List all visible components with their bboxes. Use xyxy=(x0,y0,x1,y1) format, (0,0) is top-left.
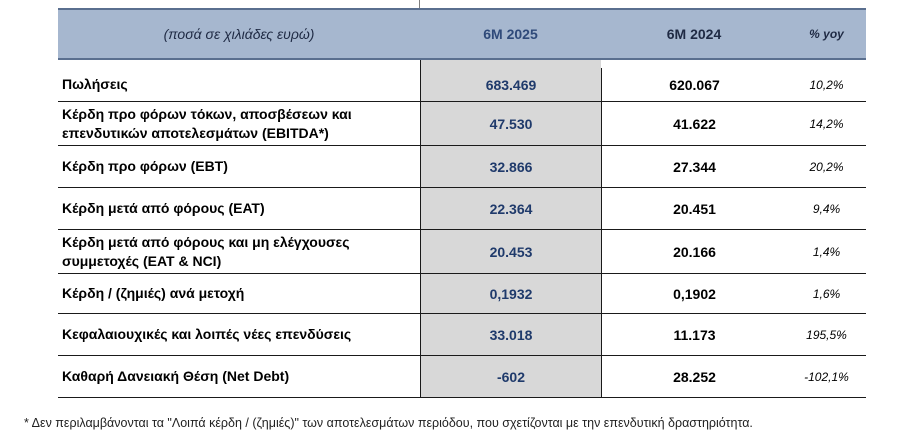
value-2025: 683.469 xyxy=(420,68,601,102)
header-6m-2024: 6M 2024 xyxy=(601,8,787,60)
table-header-row xyxy=(58,8,866,60)
row-label: Κέρδη μετά από φόρους (ΕΑΤ) xyxy=(58,188,420,230)
row-label: Κέρδη μετά από φόρους και μη ελέγχουσες συμμετοχές (EAT & NCI) xyxy=(58,230,420,274)
value-yoy: -102,1% xyxy=(787,356,866,398)
row-label: Κέρδη προ φόρων (ΕΒΤ) xyxy=(58,146,420,188)
value-2025: 33.018 xyxy=(420,314,601,356)
value-2025: 47.530 xyxy=(420,102,601,146)
spacer-row xyxy=(58,60,866,68)
header-amount-unit: (ποσά σε χιλιάδες ευρώ) xyxy=(58,8,420,60)
top-divider-line xyxy=(419,0,420,8)
value-yoy: 1,6% xyxy=(787,274,866,314)
table-row xyxy=(58,102,866,146)
value-yoy: 10,2% xyxy=(787,68,866,102)
value-yoy: 20,2% xyxy=(787,146,866,188)
value-2024: 27.344 xyxy=(601,146,787,188)
financial-results-table xyxy=(58,8,866,398)
value-2025: -602 xyxy=(420,356,601,398)
value-yoy: 9,4% xyxy=(787,188,866,230)
value-2025: 22.364 xyxy=(420,188,601,230)
table-row xyxy=(58,68,866,102)
table-row xyxy=(58,274,866,314)
header-6m-2025: 6M 2025 xyxy=(420,8,601,60)
value-2024: 11.173 xyxy=(601,314,787,356)
value-2024: 28.252 xyxy=(601,356,787,398)
row-label: Πωλήσεις xyxy=(58,68,420,102)
table-row xyxy=(58,356,866,398)
table-row xyxy=(58,188,866,230)
row-label: Κέρδη προ φόρων τόκων, αποσβέσεων και επενδυτικών αποτελεσμάτων (EBITDA*) xyxy=(58,102,420,146)
table-row xyxy=(58,314,866,356)
row-label: Καθαρή Δανειακή Θέση (Net Debt) xyxy=(58,356,420,398)
value-2025: 32.866 xyxy=(420,146,601,188)
value-2024: 0,1902 xyxy=(601,274,787,314)
value-yoy: 1,4% xyxy=(787,230,866,274)
value-2024: 620.067 xyxy=(601,68,787,102)
value-2024: 20.166 xyxy=(601,230,787,274)
value-2024: 41.622 xyxy=(601,102,787,146)
footnote: * Δεν περιλαμβάνονται τα "Λοιπά κέρδη / (ζημιές)" των αποτελεσμάτων περιόδου, που σχετίζονται με την επενδυτική δραστηριότητα. xyxy=(24,416,753,430)
value-2024: 20.451 xyxy=(601,188,787,230)
row-label: Κέρδη / (ζημιές) ανά μετοχή xyxy=(58,274,420,314)
value-2025: 0,1932 xyxy=(420,274,601,314)
table-row xyxy=(58,146,866,188)
value-yoy: 195,5% xyxy=(787,314,866,356)
header-yoy: % yoy xyxy=(787,8,866,60)
value-yoy: 14,2% xyxy=(787,102,866,146)
value-2025: 20.453 xyxy=(420,230,601,274)
table-row xyxy=(58,230,866,274)
row-label: Κεφαλαιουχικές και λοιπές νέες επενδύσεις xyxy=(58,314,420,356)
